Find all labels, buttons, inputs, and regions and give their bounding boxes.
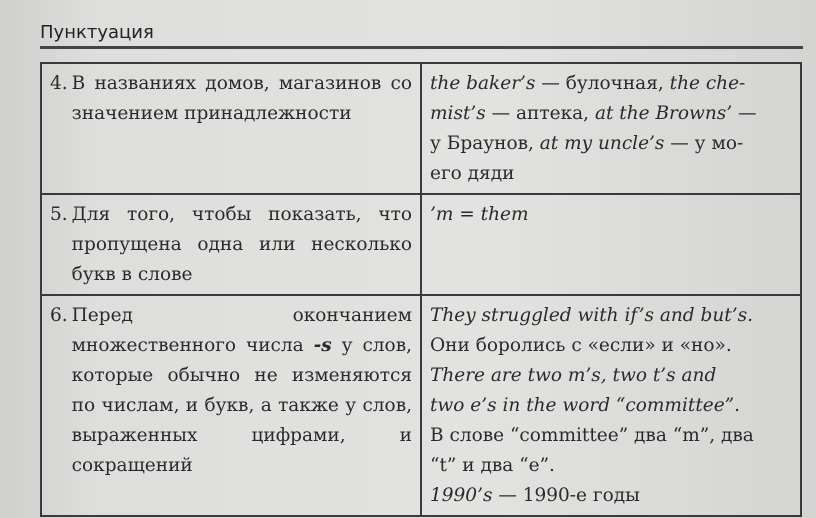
rule-cell bbox=[41, 295, 421, 516]
example-gloss: — у мо- bbox=[664, 133, 744, 154]
example-line: They struggled with if’s and but’s. bbox=[430, 305, 753, 326]
rule-text: Перед окончанием множественного числа -s у слов, которые обычно не изменяются по числам, и букв, а также у слов, выраженных цифрами, и сокращений bbox=[71, 305, 412, 476]
example-line: There are two m’s, two t’s and bbox=[430, 365, 717, 386]
example-term: the baker’s bbox=[430, 73, 536, 94]
example-gloss: — bbox=[732, 103, 757, 124]
example-term: the che- bbox=[669, 73, 746, 94]
table-row bbox=[41, 194, 801, 295]
punctuation-table bbox=[40, 62, 802, 517]
example-gloss: — аптека, bbox=[485, 103, 595, 124]
example-line: Они боролись с «если» и «но». bbox=[430, 335, 732, 356]
example-line: его дяди bbox=[430, 163, 515, 184]
example-line bbox=[430, 481, 792, 511]
example-term: at the Browns’ bbox=[594, 103, 733, 124]
example-gloss: — булочная, bbox=[535, 73, 670, 94]
example-cell bbox=[421, 63, 801, 194]
example-term: 1990’s bbox=[430, 485, 493, 506]
rule-number: 5. bbox=[50, 204, 68, 225]
example-term: mist’s bbox=[430, 103, 486, 124]
example-line bbox=[430, 69, 792, 99]
rule-text: В названиях домов, магазинов со значением принадлежности bbox=[71, 73, 412, 124]
example-gloss: у Браунов, bbox=[430, 133, 540, 154]
example-line: ’m = them bbox=[430, 204, 529, 225]
table-row bbox=[41, 63, 801, 194]
page-header: Пунктуация bbox=[40, 22, 154, 43]
example-line: two e’s in the word “committee”. bbox=[430, 395, 740, 416]
example-line: В слове “committee” два “m”, два bbox=[430, 425, 754, 446]
rule-cell bbox=[41, 194, 421, 295]
rule-number: 4. bbox=[50, 73, 68, 94]
example-cell bbox=[421, 194, 801, 295]
example-line: “t” и два “e”. bbox=[430, 455, 555, 476]
example-line bbox=[430, 129, 792, 159]
rule-number: 6. bbox=[50, 305, 68, 326]
example-line bbox=[430, 99, 792, 129]
example-term: at my uncle’s bbox=[539, 133, 665, 154]
header-rule bbox=[40, 46, 803, 49]
example-gloss: — 1990-е годы bbox=[492, 485, 640, 506]
rule-cell bbox=[41, 63, 421, 194]
rule-text: Для того, чтобы показать, что пропущена одна или несколько букв в слове bbox=[71, 204, 412, 285]
example-cell bbox=[421, 295, 801, 516]
table-row bbox=[41, 295, 801, 516]
